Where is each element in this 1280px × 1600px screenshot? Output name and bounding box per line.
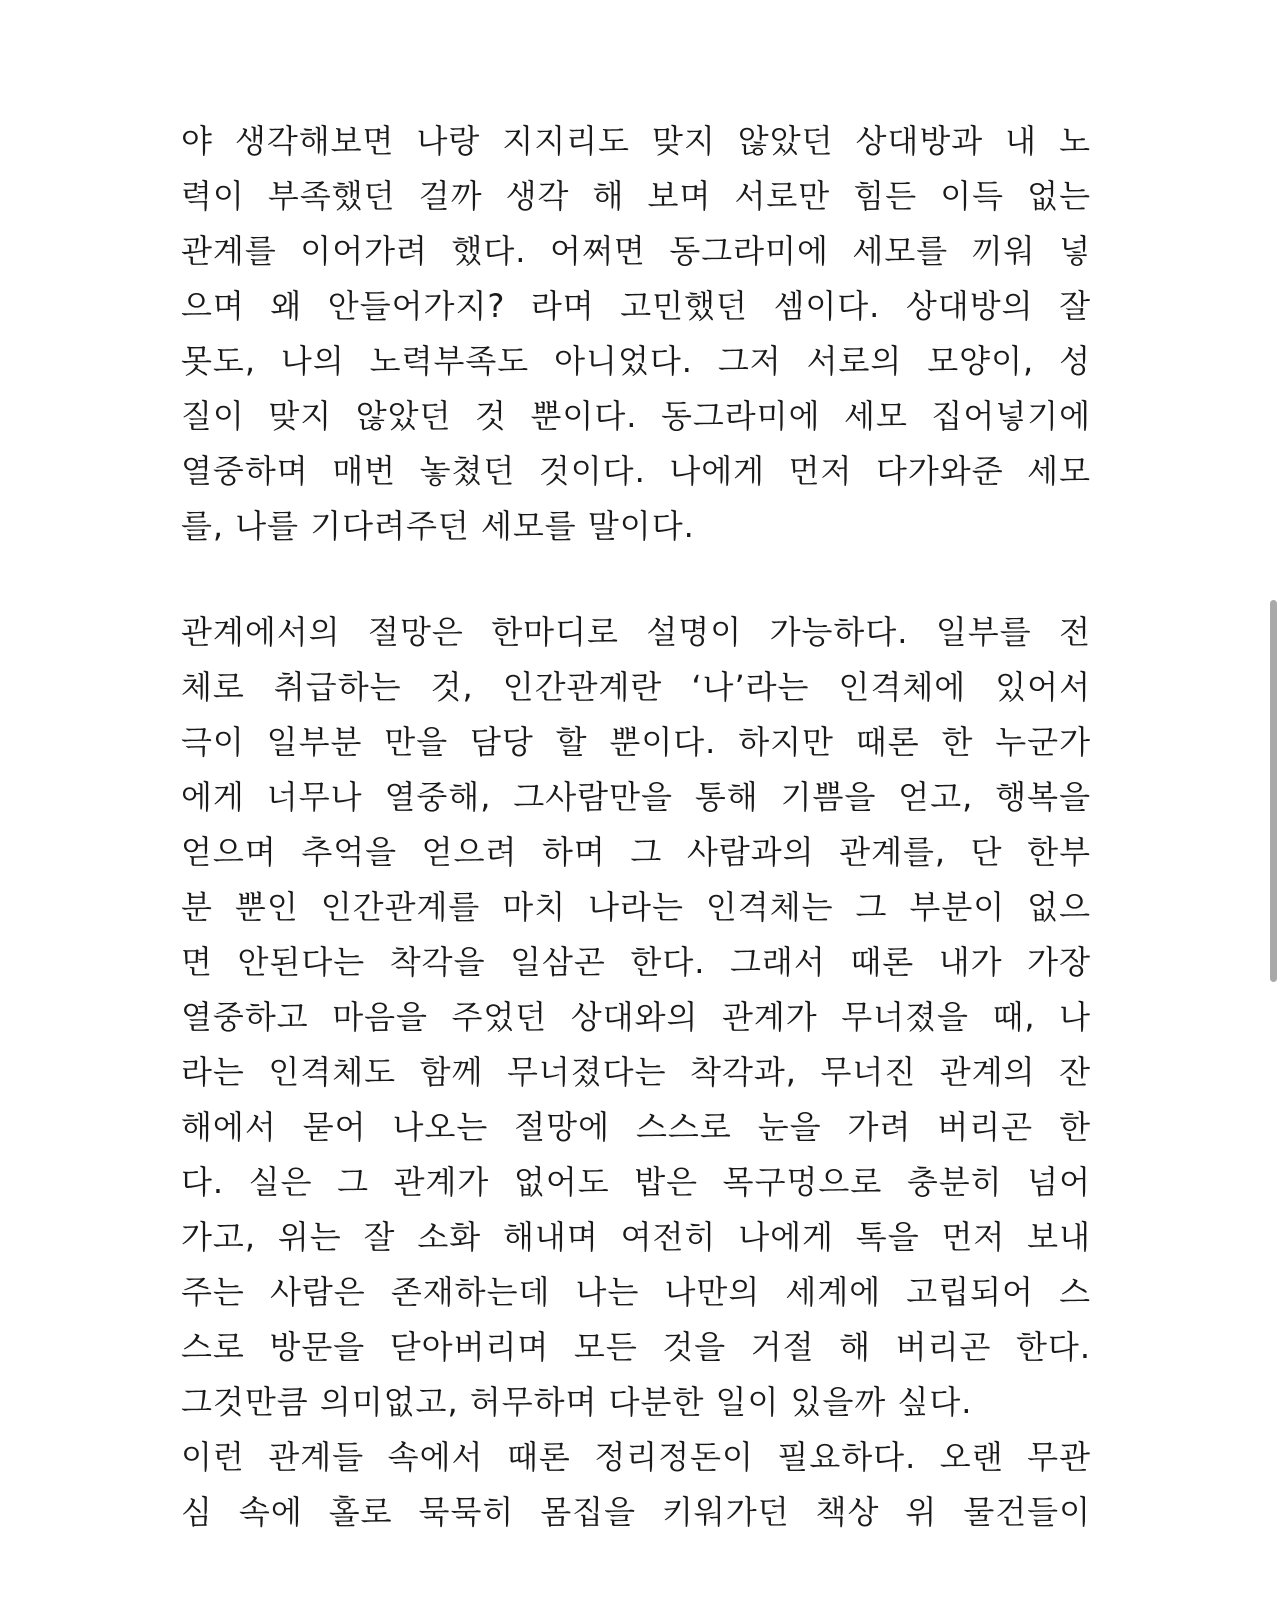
text-line: 를, 나를 기다려주던 세모를 말이다. bbox=[181, 507, 695, 545]
text-line: 야 생각해보면 나랑 지지리도 맞지 않았던 상대방과 내 노 bbox=[181, 122, 1091, 160]
text-line: 그것만큼 의미없고, 허무하며 다분한 일이 있을까 싶다. bbox=[181, 1383, 973, 1421]
text-line: 력이 부족했던 걸까 생각 해 보며 서로만 힘든 이득 없는 bbox=[181, 177, 1091, 215]
text-line: 면 안된다는 착각을 일삼곤 한다. 그래서 때론 내가 가장 bbox=[181, 943, 1091, 981]
text-line: 가고, 위는 잘 소화 해내며 여전히 나에게 톡을 먼저 보내 bbox=[181, 1218, 1091, 1256]
text-line: 이런 관계들 속에서 때론 정리정돈이 필요하다. 오랜 무관 bbox=[181, 1438, 1091, 1476]
text-line: 심 속에 홀로 묵묵히 몸집을 키워가던 책상 위 물건들이 bbox=[181, 1493, 1091, 1531]
paragraph-gap bbox=[181, 554, 1091, 605]
text-line: 열중하며 매번 놓쳤던 것이다. 나에게 먼저 다가와준 세모 bbox=[181, 452, 1091, 490]
paragraph-2 bbox=[181, 605, 1091, 1540]
text-line: 체로 취급하는 것, 인간관계란 ‘나’라는 인격체에 있어서 bbox=[181, 668, 1091, 706]
text-line: 얻으며 추억을 얻으려 하며 그 사람과의 관계를, 단 한부 bbox=[181, 833, 1091, 871]
text-line: 에게 너무나 열중해, 그사람만을 통해 기쁨을 얻고, 행복을 bbox=[181, 778, 1091, 816]
paragraph-1 bbox=[181, 114, 1091, 554]
scrollbar-thumb[interactable] bbox=[1270, 600, 1277, 982]
text-line: 분 뿐인 인간관계를 마치 나라는 인격체는 그 부분이 없으 bbox=[181, 888, 1091, 926]
text-line: 스로 방문을 닫아버리며 모든 것을 거절 해 버리곤 한다. bbox=[181, 1328, 1091, 1366]
text-line: 관계를 이어가려 했다. 어쩌면 동그라미에 세모를 끼워 넣 bbox=[181, 232, 1091, 270]
text-line: 열중하고 마음을 주었던 상대와의 관계가 무너졌을 때, 나 bbox=[181, 998, 1091, 1036]
document-body bbox=[181, 114, 1091, 1540]
text-line: 못도, 나의 노력부족도 아니었다. 그저 서로의 모양이, 성 bbox=[181, 342, 1091, 380]
text-line: 질이 맞지 않았던 것 뿐이다. 동그라미에 세모 집어넣기에 bbox=[181, 397, 1091, 435]
text-line: 으며 왜 안들어가지? 라며 고민했던 셈이다. 상대방의 잘 bbox=[181, 287, 1091, 325]
text-line: 해에서 묻어 나오는 절망에 스스로 눈을 가려 버리곤 한 bbox=[181, 1108, 1091, 1146]
text-line: 라는 인격체도 함께 무너졌다는 착각과, 무너진 관계의 잔 bbox=[181, 1053, 1091, 1091]
text-line: 극이 일부분 만을 담당 할 뿐이다. 하지만 때론 한 누군가 bbox=[181, 723, 1091, 761]
vertical-scrollbar[interactable] bbox=[1266, 0, 1280, 1600]
text-line: 관계에서의 절망은 한마디로 설명이 가능하다. 일부를 전 bbox=[181, 613, 1091, 651]
text-line: 주는 사람은 존재하는데 나는 나만의 세계에 고립되어 스 bbox=[181, 1273, 1091, 1311]
text-line: 다. 실은 그 관계가 없어도 밥은 목구멍으로 충분히 넘어 bbox=[181, 1163, 1091, 1201]
